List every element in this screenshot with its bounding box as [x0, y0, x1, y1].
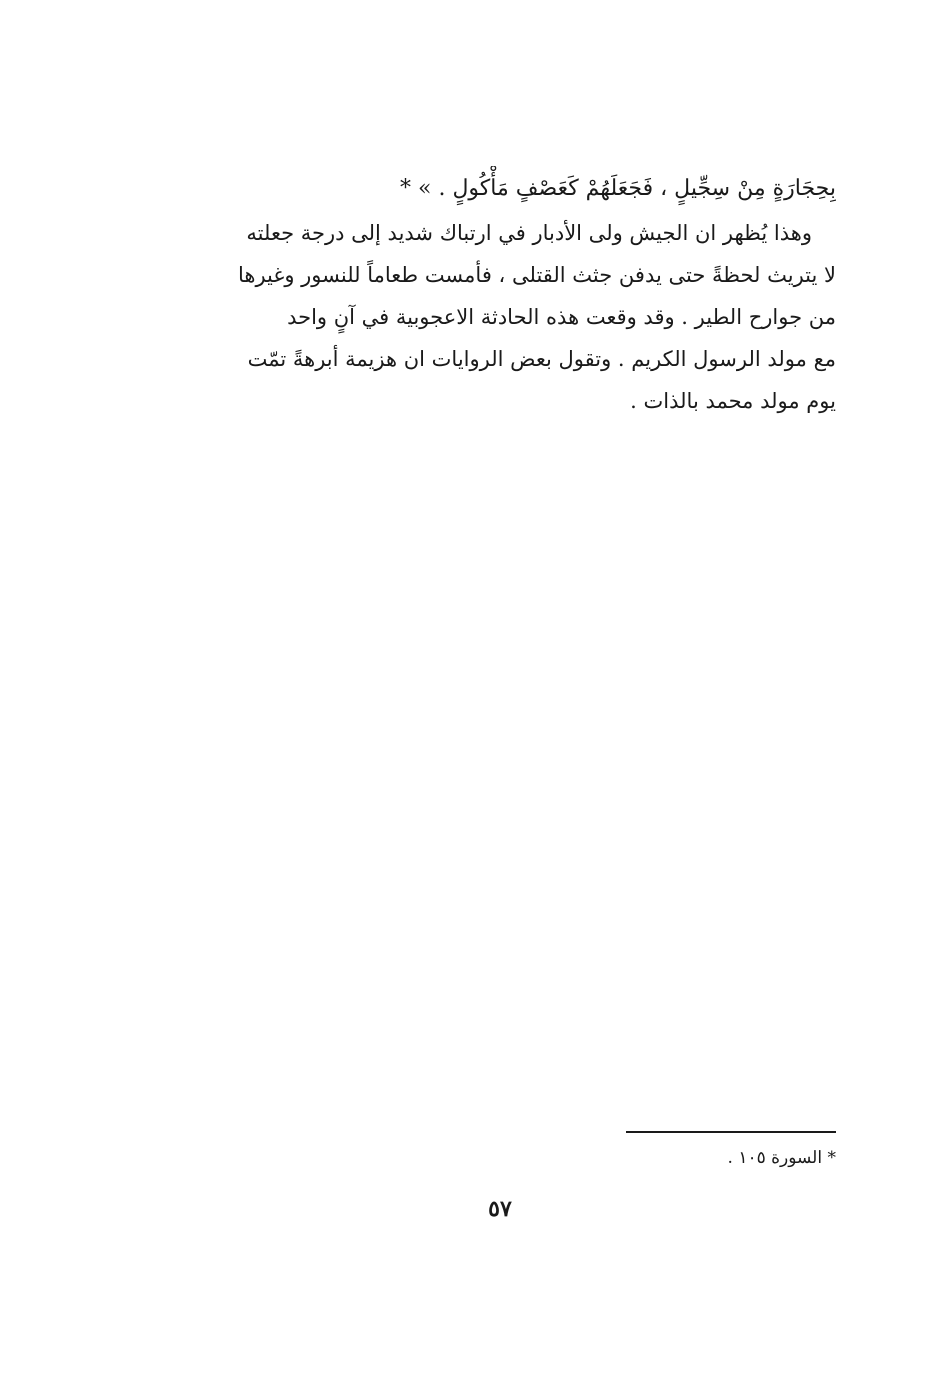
- footnote-divider: [626, 1131, 836, 1133]
- paragraph-line: من جوارح الطير . وقد وقعت هذه الحادثة الاعجوبية في آنٍ واحد: [287, 305, 836, 329]
- body-text: [160, 166, 836, 422]
- quran-verse-line: بِحِجَارَةٍ مِنْ سِجِّيلٍ ، فَجَعَلَهُمْ كَعَصْفٍ مَأْكُولٍ . » *: [400, 176, 836, 201]
- paragraph-line: وهذا يُظهر ان الجيش ولى الأدبار في ارتباك شديد إلى درجة جعلته: [246, 221, 812, 245]
- paragraph-line: لا يتريث لحظةً حتى يدفن جثث القتلى ، فأمست طعاماً للنسور وغيرها: [237, 263, 836, 287]
- paragraph-line: يوم مولد محمد بالذات .: [630, 389, 836, 413]
- page-number: ٥٧: [488, 1196, 512, 1222]
- footnote: * السورة ١٠٥ .: [727, 1148, 836, 1168]
- paragraph-line: مع مولد الرسول الكريم . وتقول بعض الروايات ان هزيمة أبرهةً تمّت: [247, 347, 836, 371]
